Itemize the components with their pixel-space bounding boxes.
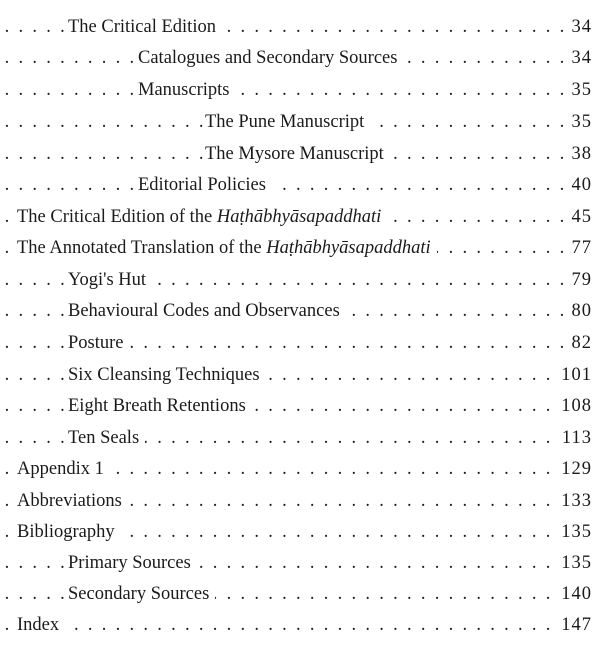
toc-page-number: 35 [566, 107, 593, 138]
toc-entry-title-italic: Haṭhābhyāsapaddhati [216, 207, 382, 227]
toc-page-number: 82 [566, 328, 593, 359]
toc-page-number: 129 [555, 454, 592, 485]
toc-entry[interactable] [0, 391, 600, 422]
toc-entry-title: Ten Seals [68, 423, 145, 454]
toc-entry[interactable] [0, 43, 600, 74]
toc-page-number: 77 [566, 233, 593, 264]
toc-entry[interactable] [0, 486, 600, 517]
toc-page-number: 34 [566, 43, 593, 74]
toc-page-number: 40 [566, 170, 593, 201]
toc-entry-title: Catalogues and Secondary Sources [138, 43, 403, 74]
toc-entry-title: Abbreviations [17, 486, 128, 517]
toc-entry[interactable] [0, 517, 600, 548]
toc-entry[interactable] [0, 12, 600, 43]
toc-entry-title: Yogi's Hut [68, 265, 152, 296]
toc-entry[interactable] [0, 107, 600, 138]
toc-page-number: 101 [555, 360, 592, 391]
toc-page-number: 140 [555, 579, 592, 610]
toc-dot-leader [0, 610, 600, 641]
toc-page-number: 38 [566, 139, 593, 170]
toc-page-number: 45 [566, 202, 593, 233]
toc-entry-title: The Critical Edition of the Haṭhābhyāsapaddhati [17, 202, 387, 233]
toc-entry[interactable] [0, 610, 600, 641]
toc-entry-title: The Mysore Manuscript [205, 139, 390, 170]
toc-entry[interactable] [0, 75, 600, 106]
toc-page-number: 80 [566, 296, 593, 327]
toc-entry[interactable] [0, 265, 600, 296]
toc-page-number: 35 [566, 75, 593, 106]
toc-entry[interactable] [0, 360, 600, 391]
toc-entry-title: Six Cleansing Techniques [68, 360, 266, 391]
toc-entry[interactable] [0, 139, 600, 170]
toc-page-number: 79 [566, 265, 593, 296]
toc-page-number: 133 [555, 486, 592, 517]
toc-entry-title-italic: Haṭhābhyāsapaddhati [266, 238, 431, 258]
toc-entry[interactable] [0, 579, 600, 610]
toc-entry-title: The Annotated Translation of the Haṭhābhyāsapaddhati [17, 233, 437, 264]
toc-entry-title: Posture [68, 328, 130, 359]
toc-entry-title: The Critical Edition [68, 12, 222, 43]
toc-entry[interactable] [0, 233, 600, 264]
toc-page-number: 135 [555, 517, 592, 548]
toc-entry[interactable] [0, 328, 600, 359]
toc-page-number: 34 [566, 12, 593, 43]
toc-page-number: 135 [555, 548, 592, 579]
toc-entry-title: Manuscripts [138, 75, 235, 106]
toc-entry-title: Primary Sources [68, 548, 197, 579]
toc-entry-title: Eight Breath Retentions [68, 391, 252, 422]
toc-entry-title: Behavioural Codes and Observances [68, 296, 346, 327]
toc-entry-title: Editorial Policies [138, 170, 272, 201]
toc-page-number: 147 [555, 610, 592, 641]
toc-entry[interactable] [0, 454, 600, 485]
toc-entry-title: Bibliography [17, 517, 121, 548]
toc-dot-leader [0, 170, 600, 201]
toc-entry[interactable] [0, 296, 600, 327]
toc-page-number: 108 [555, 391, 592, 422]
toc-entry-title: Appendix 1 [17, 454, 110, 485]
toc-entry[interactable] [0, 170, 600, 201]
toc-entry[interactable] [0, 548, 600, 579]
toc-entry[interactable] [0, 423, 600, 454]
toc-entry-title: Secondary Sources [68, 579, 215, 610]
toc-entry[interactable] [0, 202, 600, 233]
toc-entry-title: Index [17, 610, 65, 641]
toc-page-number: 113 [556, 423, 592, 454]
toc-dot-leader [0, 75, 600, 106]
toc-entry-title: The Pune Manuscript [205, 107, 370, 138]
